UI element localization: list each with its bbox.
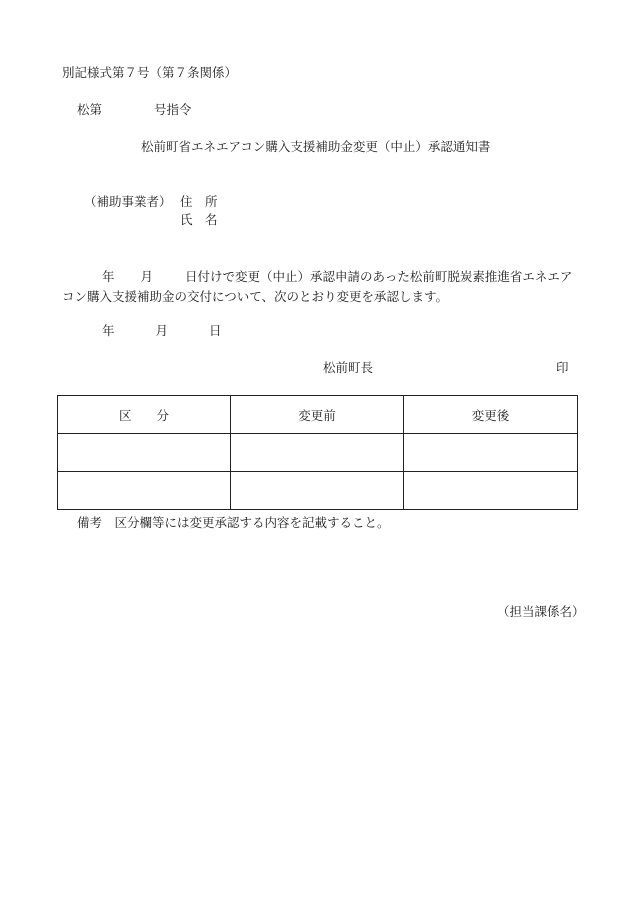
- recipient-label: （補助事業者）: [84, 194, 172, 209]
- seal-mark: 印: [556, 360, 569, 375]
- table-header-after: 変更後: [404, 396, 578, 434]
- body-line-1-text: 日付けで変更（中止）承認申請のあった松前町脱炭素推進省エネエア: [185, 269, 573, 284]
- address-label: 住 所: [180, 194, 218, 209]
- change-table: [57, 395, 578, 510]
- date-year: 年: [102, 323, 115, 338]
- form-header: 別記様式第７号（第７条関係）: [62, 65, 238, 80]
- name-label: 氏 名: [180, 212, 218, 227]
- doc-number-suffix: 号指令: [154, 102, 192, 117]
- table-row: [58, 434, 578, 472]
- remarks-note: 備考 区分欄等には変更承認する内容を記載すること。: [77, 515, 390, 530]
- table-header-before: 変更前: [231, 396, 404, 434]
- date-month: 月: [155, 323, 169, 338]
- body-paragraph: [62, 267, 584, 307]
- table-header-row: [58, 396, 578, 434]
- table-header-category: 区 分: [58, 396, 231, 434]
- table-cell: [231, 434, 404, 472]
- table-cell: [58, 434, 231, 472]
- date-line: [102, 323, 222, 339]
- table-cell: [231, 472, 404, 510]
- doc-number: [77, 102, 192, 118]
- document-title: 松前町省エネエアコン購入支援補助金変更（中止）承認通知書: [141, 139, 491, 154]
- issuer-name: 松前町長: [323, 360, 374, 375]
- table-row: [58, 472, 578, 510]
- body-line-2: コン購入支援補助金の交付について、次のとおり変更を承認します。: [62, 289, 449, 304]
- body-year: 年: [102, 269, 115, 284]
- body-line-1: [62, 267, 584, 287]
- doc-number-prefix: 松第: [77, 102, 103, 117]
- table-cell: [58, 472, 231, 510]
- body-month: 月: [140, 269, 154, 284]
- date-day: 日: [209, 323, 222, 338]
- table-cell: [404, 472, 578, 510]
- department-label: （担当課係名）: [497, 604, 585, 619]
- table-cell: [404, 434, 578, 472]
